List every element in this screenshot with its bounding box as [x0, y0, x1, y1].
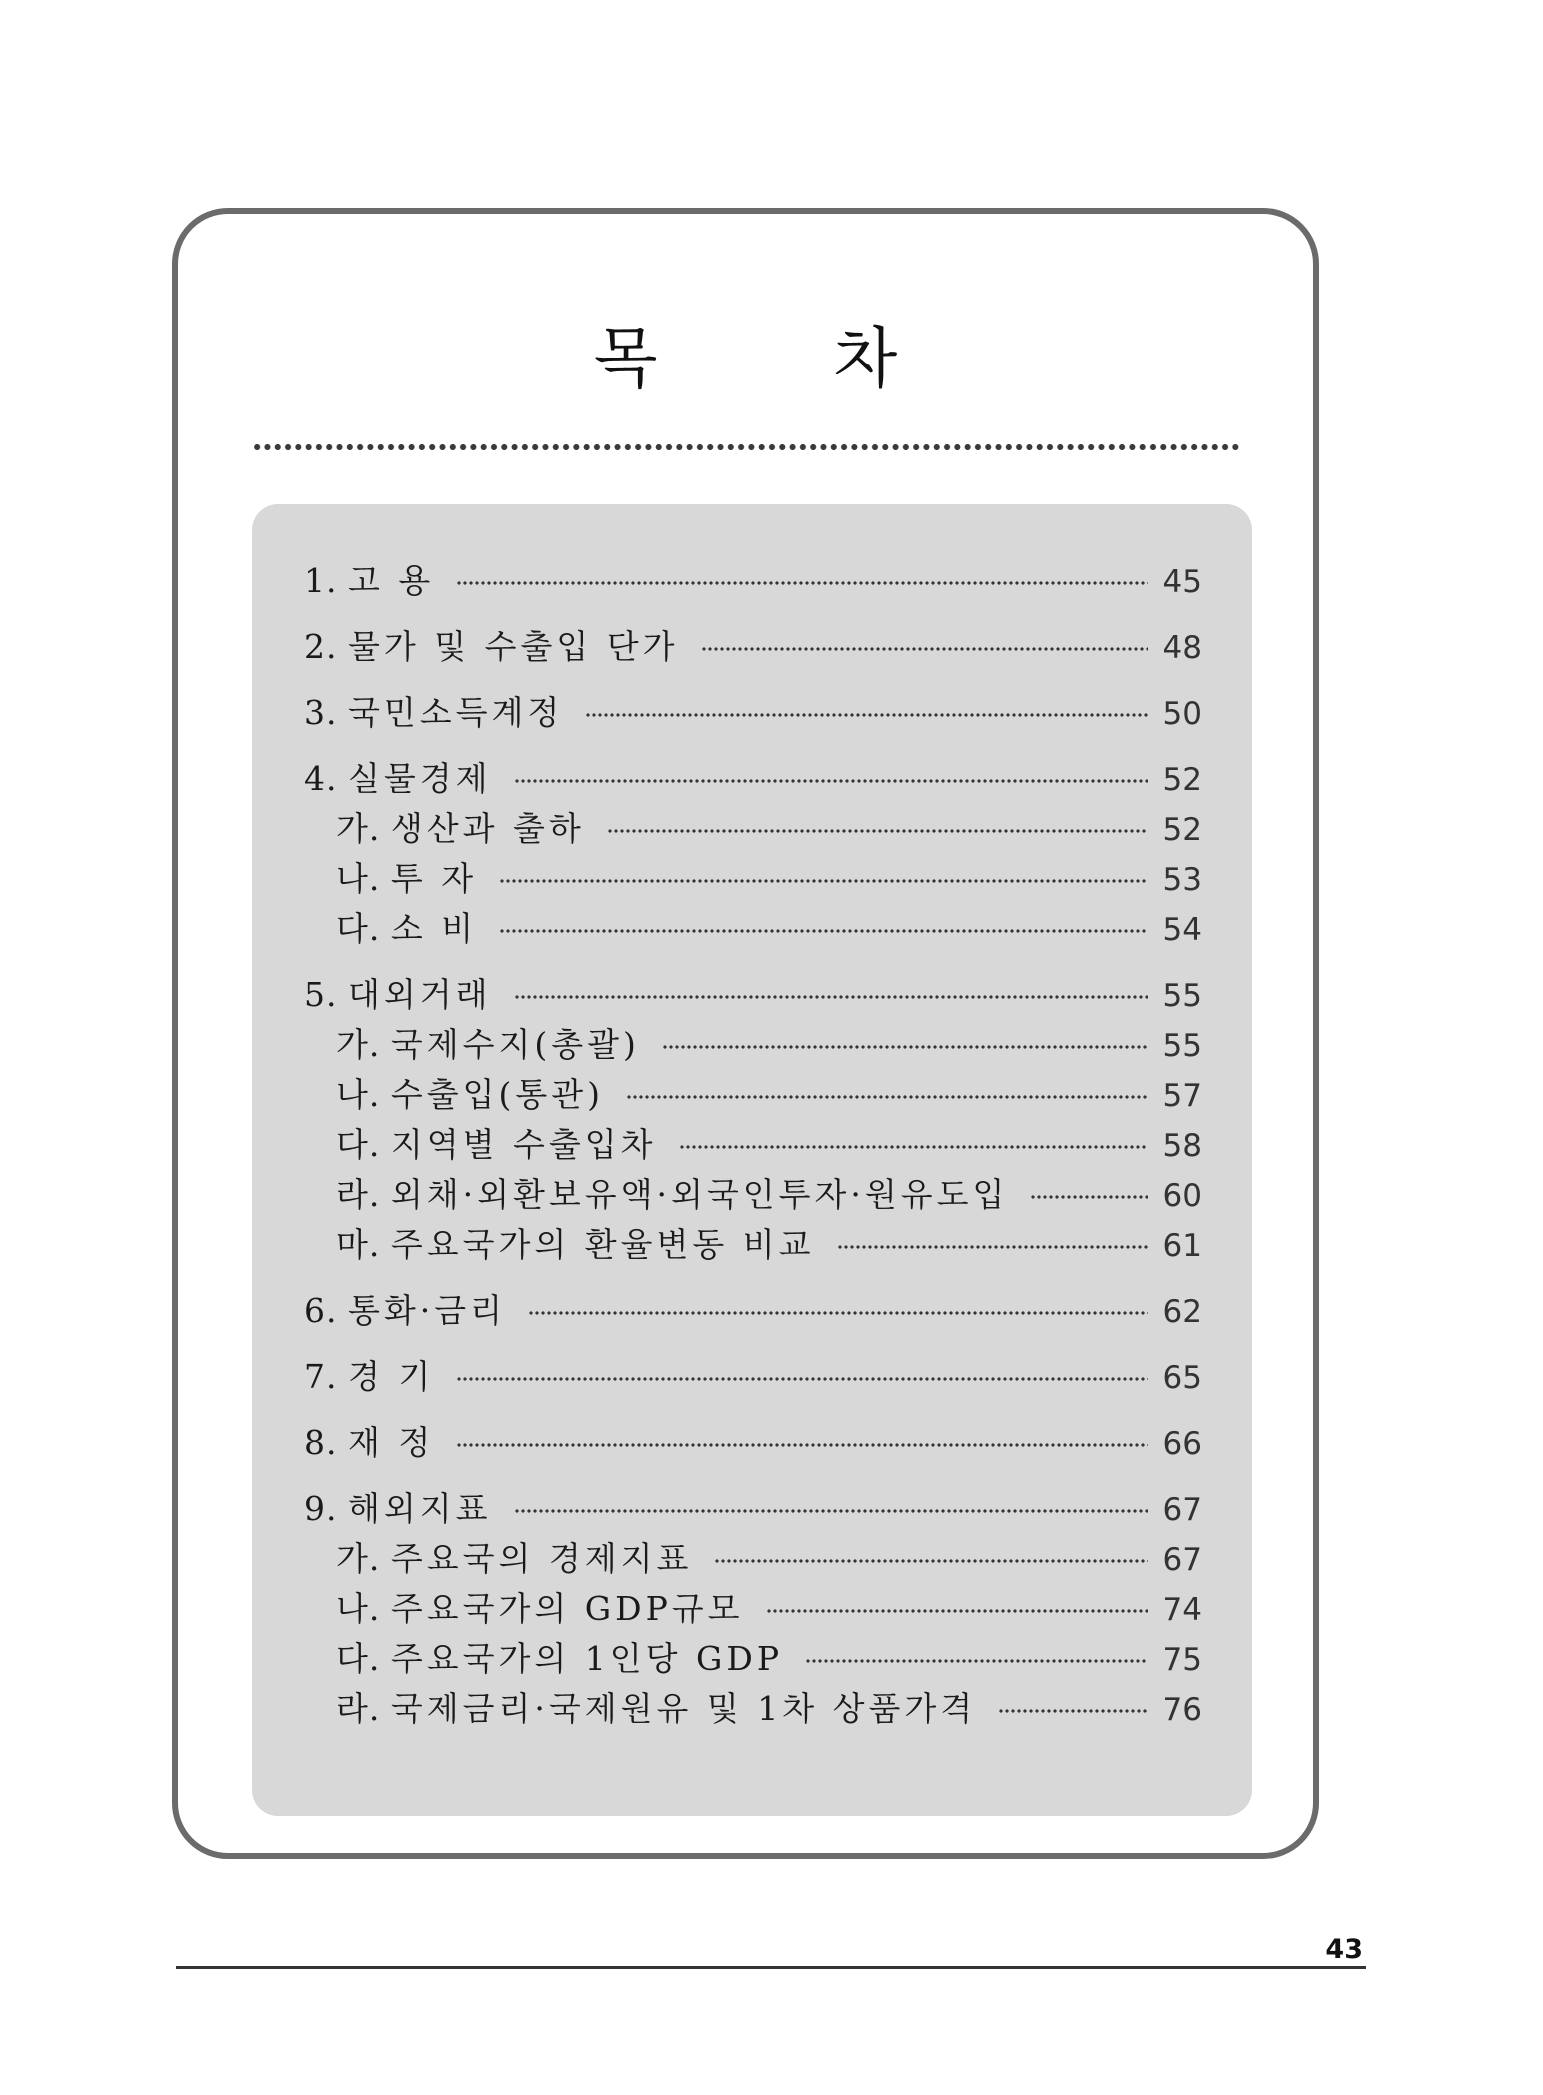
- toc-subentry[interactable]: [304, 1689, 1202, 1728]
- toc-entry-page: 67: [1162, 1492, 1202, 1528]
- toc-entry-number: 라.: [336, 1175, 381, 1214]
- toc-entry-page: 55: [1162, 978, 1202, 1014]
- dot-leader: [585, 712, 1148, 718]
- toc-entry-number: 6.: [304, 1291, 338, 1330]
- toc-entry[interactable]: [304, 627, 1202, 666]
- dot-leader: [514, 1508, 1148, 1514]
- toc-subentry[interactable]: [304, 1175, 1202, 1214]
- toc-panel: [252, 504, 1252, 1816]
- toc-entry[interactable]: [304, 693, 1202, 732]
- toc-entry-page: 65: [1162, 1360, 1202, 1396]
- toc-entry-page: 61: [1162, 1228, 1202, 1264]
- toc-entry-number: 4.: [304, 759, 338, 798]
- dot-leader: [514, 994, 1148, 1000]
- toc-entry-page: 52: [1162, 812, 1202, 848]
- toc-entry-label: 실물경제: [348, 759, 492, 798]
- toc-entry-label: 국제금리·국제원유 및 1차 상품가격: [390, 1689, 977, 1728]
- toc-entry-number: 8.: [304, 1423, 338, 1462]
- toc-entry-page: 60: [1162, 1178, 1202, 1214]
- toc-entry-number: 다.: [336, 1639, 381, 1678]
- toc-entry-number: 다.: [336, 1125, 381, 1164]
- toc-entry-number: 라.: [336, 1689, 381, 1728]
- toc-subentry[interactable]: [304, 1025, 1202, 1064]
- toc-entry-number: 마.: [336, 1225, 381, 1264]
- footer-rule: [176, 1966, 1366, 1969]
- toc-subentry[interactable]: [304, 1639, 1202, 1678]
- dot-leader: [701, 646, 1149, 652]
- toc-entry-label: 국제수지(총괄): [390, 1025, 640, 1064]
- dotted-divider: [252, 442, 1240, 452]
- toc-entry-page: 62: [1162, 1294, 1202, 1330]
- dot-leader: [766, 1608, 1148, 1614]
- toc-entry-number: 1.: [304, 561, 338, 600]
- toc-entry-number: 3.: [304, 693, 338, 732]
- toc-entry[interactable]: [304, 1423, 1202, 1462]
- toc-entry[interactable]: [304, 759, 1202, 798]
- dot-leader: [714, 1558, 1148, 1564]
- toc-entry-label: 주요국가의 1인당 GDP: [390, 1639, 784, 1678]
- dot-leader: [456, 580, 1148, 586]
- toc-entry-page: 48: [1162, 630, 1202, 666]
- toc-entry-number: 나.: [336, 859, 381, 898]
- toc-entry-page: 54: [1162, 912, 1202, 948]
- contents-title: [178, 320, 1313, 397]
- toc-entry-label: 통화·금리: [348, 1291, 507, 1330]
- toc-entry-page: 58: [1162, 1128, 1202, 1164]
- dot-leader: [456, 1376, 1148, 1382]
- dot-leader: [1030, 1194, 1148, 1200]
- toc-entry-number: 7.: [304, 1357, 338, 1396]
- toc-entry-label: 생산과 출하: [390, 809, 585, 848]
- toc-entry-page: 74: [1162, 1592, 1202, 1628]
- toc-entry-label: 물가 및 수출입 단가: [348, 627, 679, 666]
- toc-entry-number: 9.: [304, 1489, 338, 1528]
- toc-entry-label: 주요국가의 GDP규모: [390, 1589, 744, 1628]
- dot-leader: [837, 1244, 1148, 1250]
- toc-entry[interactable]: [304, 1291, 1202, 1330]
- toc-entry-page: 57: [1162, 1078, 1202, 1114]
- toc-entry-label: 지역별 수출입차: [390, 1125, 657, 1164]
- toc-entry-page: 50: [1162, 696, 1202, 732]
- toc-entry-label: 주요국의 경제지표: [390, 1539, 693, 1578]
- dot-leader: [456, 1442, 1148, 1448]
- toc-entry-label: 고 용: [348, 561, 435, 600]
- toc-entry-page: 55: [1162, 1028, 1202, 1064]
- toc-entry-page: 76: [1162, 1692, 1202, 1728]
- toc-entry[interactable]: [304, 561, 1202, 600]
- toc-entry-label: 국민소득계정: [348, 693, 564, 732]
- title-char-2: 차: [833, 320, 898, 397]
- toc-subentry[interactable]: [304, 1225, 1202, 1264]
- toc-subentry[interactable]: [304, 909, 1202, 948]
- toc-entry-page: 53: [1162, 862, 1202, 898]
- dot-leader: [607, 828, 1148, 834]
- toc-subentry[interactable]: [304, 1539, 1202, 1578]
- title-char-1: 목: [593, 320, 658, 397]
- toc-entry-label: 소 비: [390, 909, 478, 948]
- toc-entry-page: 75: [1162, 1642, 1202, 1678]
- dot-leader: [499, 928, 1148, 934]
- toc-subentry[interactable]: [304, 1125, 1202, 1164]
- toc-entry-number: 2.: [304, 627, 338, 666]
- contents-frame: [172, 208, 1319, 1859]
- dot-leader: [662, 1044, 1148, 1050]
- toc-entry-number: 가.: [336, 1025, 381, 1064]
- dot-leader: [528, 1310, 1148, 1316]
- dot-leader: [805, 1658, 1148, 1664]
- toc-entry-number: 나.: [336, 1075, 381, 1114]
- toc-subentry[interactable]: [304, 1589, 1202, 1628]
- toc-subentry[interactable]: [304, 859, 1202, 898]
- toc-entry-page: 52: [1162, 762, 1202, 798]
- toc-entry-label: 주요국가의 환율변동 비교: [390, 1225, 815, 1264]
- toc-entry-page: 67: [1162, 1542, 1202, 1578]
- toc-entry-number: 5.: [304, 975, 338, 1014]
- toc-entry[interactable]: [304, 1357, 1202, 1396]
- toc-entry-page: 66: [1162, 1426, 1202, 1462]
- toc-entry[interactable]: [304, 975, 1202, 1014]
- page-number: 43: [1325, 1934, 1363, 1965]
- dot-leader: [626, 1094, 1148, 1100]
- toc-entry-number: 가.: [336, 1539, 381, 1578]
- dot-leader: [679, 1144, 1148, 1150]
- toc-entry-label: 경 기: [348, 1357, 435, 1396]
- dot-leader: [514, 778, 1148, 784]
- toc-entry-label: 외채·외환보유액·외국인투자·원유도입: [390, 1175, 1009, 1214]
- toc-entry-label: 투 자: [390, 859, 478, 898]
- toc-subentry[interactable]: [304, 1075, 1202, 1114]
- toc-entry-number: 나.: [336, 1589, 381, 1628]
- toc-entry-label: 해외지표: [348, 1489, 492, 1528]
- toc-entry-number: 가.: [336, 809, 381, 848]
- toc-entry-page: 45: [1162, 564, 1202, 600]
- dot-leader: [499, 878, 1148, 884]
- toc-entry-label: 수출입(통관): [390, 1075, 605, 1114]
- toc-entry[interactable]: [304, 1489, 1202, 1528]
- toc-subentry[interactable]: [304, 809, 1202, 848]
- toc-entry-number: 다.: [336, 909, 381, 948]
- toc-entry-label: 대외거래: [348, 975, 492, 1014]
- dot-leader: [998, 1708, 1148, 1714]
- toc-entry-label: 재 정: [348, 1423, 435, 1462]
